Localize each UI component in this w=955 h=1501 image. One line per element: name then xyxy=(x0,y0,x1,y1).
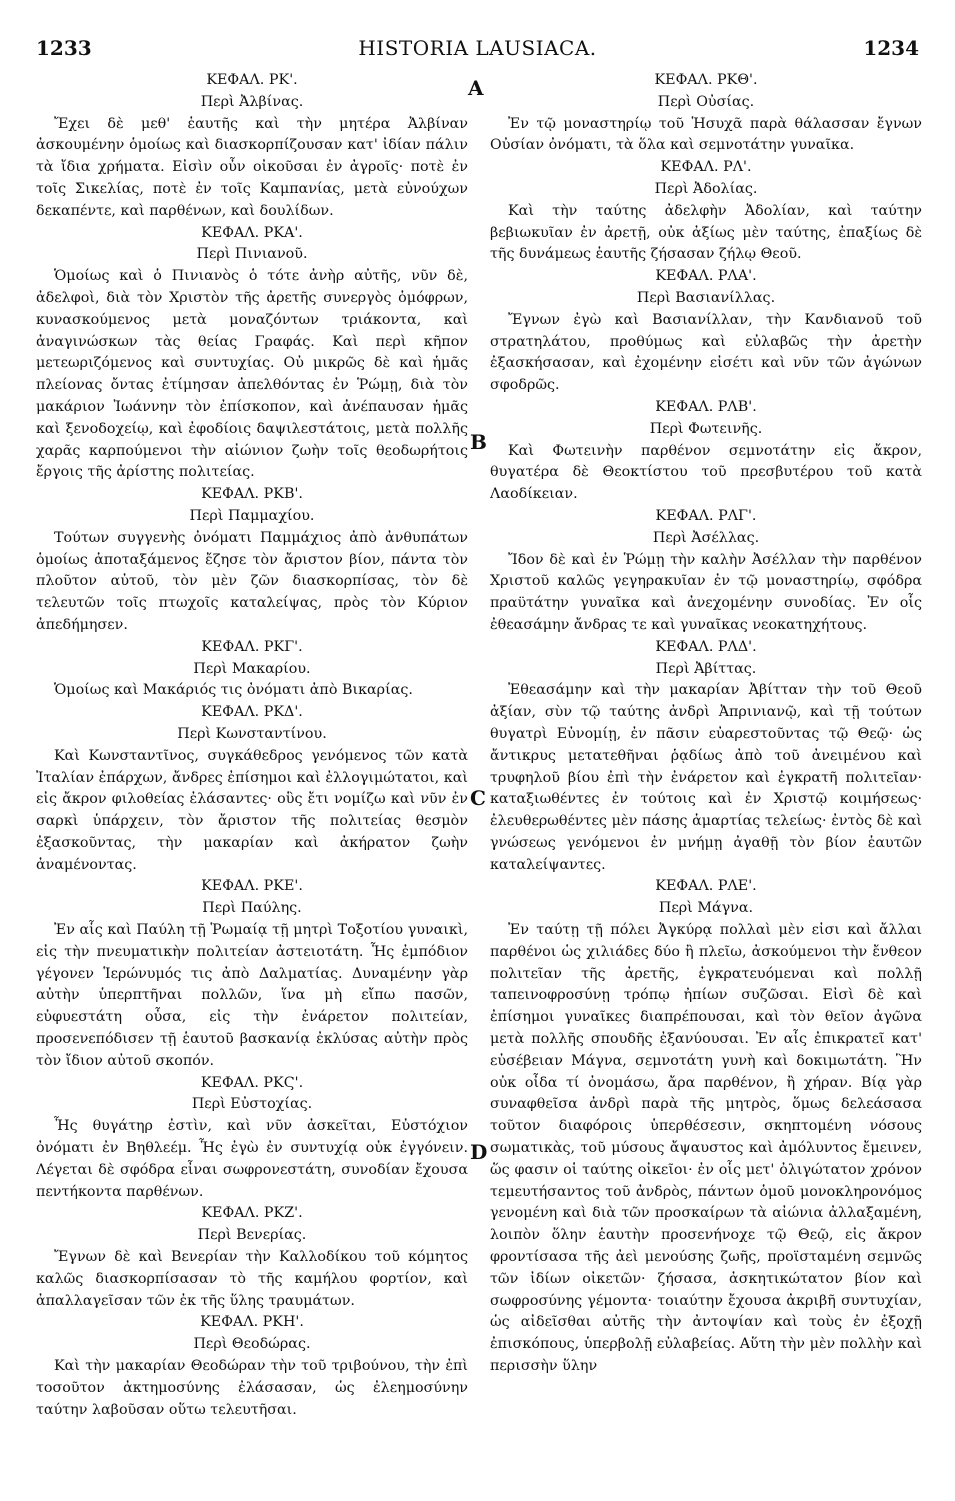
chapter-heading: Περὶ Εὐστοχίας. xyxy=(191,1096,313,1113)
chapter-heading: ΚΕΦΑΛ. ΡΚΒ'. xyxy=(201,486,303,503)
paragraph: Ἴδον δὲ καὶ ἐν Ῥώμῃ τὴν καλὴν Ἀσέλλαν τὴν παρθένον Χριστοῦ καλῶς γεγηρακυῖαν ἐν τῷ μοναστηρίῳ, σφόδρα πραϋτάτην γυναῖκα καὶ ἀνεχομένην συνοδίας. Ἐν οἷς ἐθεασάμην ἄνδρας τε καὶ γυναῖκας νεοκατηχήτους. xyxy=(490,551,922,633)
running-title: HISTORIA LAUSIACA. xyxy=(358,36,597,60)
chapter-heading: Περὶ Ἀβίττας. xyxy=(655,660,757,677)
chapter-heading: ΚΕΦΑΛ. ΡΛ'. xyxy=(660,159,752,176)
paragraph: Ἔχει δὲ μεθ' ἑαυτῆς καὶ τὴν μητέρα Ἀλβίναν ἀσκουμένην ὁμοίως καὶ διασκορπίζουσαν κατ' ἰδίαν πάλιν τὰ ἴδια χρήματα. Εἰσὶν οὖν οἰκοῦσαι ἐν ἀγροῖς· ποτὲ ἐν τοῖς Σικελίας, ποτὲ ἐν τοῖς Καμπανίας, μετὰ εὐνούχων δεκαπέντε, καὶ παρθένων, καὶ δουλίδων. xyxy=(36,115,468,219)
chapter-heading: ΚΕΦΑΛ. ΡΚΕ'. xyxy=(201,878,303,895)
chapter-heading: ΚΕΦΑΛ. ΡΚϚ'. xyxy=(200,1074,304,1091)
chapter-heading: ΚΕΦΑΛ. ΡΛΒ'. xyxy=(655,398,757,415)
chapter-heading: Περὶ Φωτεινῆς. xyxy=(649,420,763,437)
chapter-heading: ΚΕΦΑΛ. ΡΚΗ'. xyxy=(200,1314,304,1331)
page-number-left: 1233 xyxy=(36,36,92,60)
paragraph: Ἧς θυγάτηρ ἐστὶν, καὶ νῦν ἀσκεῖται, Εὐστόχιον ὀνόματι ἐν Βηθλεέμ. Ἧς ἐγὼ ἐν συντυχίᾳ οὐκ ἐγγόνειν. Λέγεται δὲ σφόδρα εἶναι σωφρονεστάτη, συνοδίαν ἔχουσα πεντήκοντα παρθένων. xyxy=(36,1118,468,1200)
paragraph: Ἔγνων ἐγὼ καὶ Βασιανίλλαν, τὴν Κανδιανοῦ τοῦ στρατηλάτου, προθύμως καὶ εὐλαβῶς τὴν ἀρετὴν ἐξασκήσασαν, καὶ ἐχομένην εἰσέτι καὶ νῦν τῶν ἀγώνων σφοδρῶς. xyxy=(490,311,922,394)
paragraph: Ἔγνων δὲ καὶ Βενερίαν τὴν Καλλοδίκου τοῦ κόμητος καλῶς διασκορπίσασαν τὸ τῆς καμήλου φορτίον, καὶ ἀπαλλαγεῖσαν τῶν ἐκ τῆς ὕλης τραυμάτων. xyxy=(36,1249,468,1309)
chapter-heading: ΚΕΦΑΛ. ΡΛΕ'. xyxy=(655,878,757,895)
page-number-right: 1234 xyxy=(863,36,919,60)
paragraph: Καὶ τὴν μακαρίαν Θεοδώραν τὴν τοῦ τριβούνου, τὴν ἐπὶ τοσοῦτον ἀκτημοσύνης ἐλάσασαν, ὡς ἐλεημοσύνην ταύτην λαβοῦσαν οὕτω τελευτῆσαι. xyxy=(36,1358,468,1418)
chapter-heading: ΚΕΦΑΛ. ΡΚΘ'. xyxy=(654,72,758,88)
margin-marker-d: D xyxy=(470,1140,488,1164)
chapter-heading: Περὶ Μακαρίου. xyxy=(193,660,311,677)
chapter-heading: ΚΕΦΑΛ. ΡΚΑ'. xyxy=(201,224,303,241)
paragraph: Καὶ τὴν ταύτης ἀδελφὴν Ἀδολίαν, καὶ ταύτην βεβιωκυῖαν ἐν ἀρετῇ, οὐκ ἀξίως μὲν ταύτης, ἐπαξίως δὲ τῆς δυνάμεως ἑαυτῆς ζήσασαν ζήλῳ Θεοῦ. xyxy=(490,202,922,263)
margin-marker-b: B xyxy=(470,430,487,454)
chapter-heading: Περὶ Βενερίας. xyxy=(197,1227,307,1244)
right-column xyxy=(490,70,922,1495)
left-column xyxy=(36,70,468,1495)
chapter-heading: Περὶ Ἀδολίας. xyxy=(654,180,758,197)
paragraph: Τούτων συγγενὴς ὀνόματι Παμμάχιος ἀπὸ ἀνθυπάτων ὁμοίως ἀποταξάμενος ἔζησε τὸν ἄριστον βίον, πάντα τὸν πλοῦτον αὐτοῦ, τὸν μὲν ζῶν διασκορπίσας, τὸν δὲ τελευτῶν τοῖς πτωχοῖς καταλείψας, πρὸς τὸν Κύριον ἀπεδήμησεν. xyxy=(36,529,468,633)
chapter-heading: Περὶ Κωνσταντίνου. xyxy=(177,725,327,742)
paragraph: Ἐν ταύτῃ τῇ πόλει Ἀγκύρᾳ πολλαὶ μὲν εἰσι καὶ ἄλλαι παρθένοι ὡς χιλιάδες δύο ἢ πλεῖω, ἀσκούμενοι τὴν ἔνθεον πολιτεῖαν τῆς ἀρετῆς, ἐγκρατευόμεναι καὶ πολλῇ ταπεινοφροσύνῃ τρόπῳ ἠπίων συζῶσαι. Εἰσὶ δὲ καὶ ἐπίσημοι γυναῖκες διαπρέπουσαι, καὶ τὸν θεῖον ἀγῶνα μετὰ πολλῆς σπουδῆς ἐξανύουσαι. Ἐν αἷς ἐπικρατεῖ κατ' εὐσέβειαν Μάγνα, σεμνοτάτη γυνὴ καὶ δοκιμωτάτη. Ἣν οὐκ οἶδα τί ὀνομάσω, ἄρα παρθένον, ἢ χήραν. Βίᾳ γὰρ συναφθεῖσα ἀνδρὶ παρὰ τῆς μητρὸς, ὅμως δελεάσασα τοῦτον διαφόροις ὑπερθέσεσιν, σκηπτομένη νόσους σωματικὰς, τοῦ μύσους ἄψαυστος καὶ ἀμόλυντος ἔμεινεν, ὥς φασιν οἱ ταύτης οἰκεῖοι· ἐν οἷς μετ' ὀλιγώτατον χρόνον τεμευτήσαντος τοῦ ἀνδρὸς, πάντων ὁμοῦ μονοκληρονόμος γενομένη καὶ διὰ τῶν προσκαίρων τὰ αἰώνια ἀλλαξαμένη, λοιπὸν ὅλην ἑαυτὴν προσενήνοχε τῷ Θεῷ, εἰς ἄκρον φροντίσασα τῆς ἀεὶ μενούσης ζωῆς, προϊσταμένη σεμνῶς τῶν ἰδίων οἰκετῶν· ζήσασα, ἀσκητικώτατον βίον καὶ σωφροσύνης γέμοντα· τοιαύτην ἔχουσα ἀκριβῆ συντυχίαν, ὡς αἰδεῖσθαι αὐτῆς τὴν ἀντοψίαν καὶ τοὺς ἐν ἐξοχῇ ἐπισκόπους, ὑπερβολῇ εὐλαβείας. Αὕτη τὴν μὲν πολλὴν καὶ περισσὴν ὕλην xyxy=(490,922,922,1375)
paragraph: Ὁμοίως καὶ ὁ Πινιανὸς ὁ τότε ἀνὴρ αὐτῆς, νῦν δὲ, ἀδελφοὶ, διὰ τὸν Χριστὸν τῆς ἀρετῆς συνεργὸς ὁμόφρων, κυνασκούμενος μετὰ μοναζόντων τριάκοντα, καὶ ἀναγινώσκων τὰς θείας Γραφάς. Καὶ περὶ κῆπον μετεωριζόμενος καὶ συντυχίας. Οὐ μικρῶς δὲ καὶ ἡμᾶς πλείονας ὄντας ἐτίμησαν ἀπελθόντας ἐν Ῥώμῃ, διὰ τὸν μακάριον Ἰωάννην τὸν ἐπίσκοπον, καὶ ἀνέπαυσαν ἡμᾶς καὶ ξενοδοχείῳ, καὶ ἐφοδίοις δαψιλεστάτοις, μετὰ πολλῆς χαρᾶς καρπούμενοι τὴν αἰώνιον ζωὴν τοῖς θεοδωρήτοις ἔργοις τῆς ἀρίστης πολιτείας. xyxy=(36,268,468,481)
chapter-heading: ΚΕΦΑΛ. ΡΚΔ'. xyxy=(201,704,303,721)
chapter-heading: Περὶ Ἀλβίνας. xyxy=(200,93,304,110)
paragraph: Ἐν αἷς καὶ Παύλη τῇ Ῥωμαίᾳ τῇ μητρὶ Τοξοτίου γυναικὶ, εἰς τὴν πνευματικὴν πολιτείαν ἀστειοτάτη. Ἧς ἐμπόδιον γέγονεν Ἱερώνυμός τις ἀπὸ Δαλματίας. Δυναμένην γὰρ αὐτὴν ὑπερπτῆναι πολλῶν, ἵνα μὴ εἴπω πασῶν, εὐφυεστάτη οὖσα, εἰς τὴν ἐνάρετον πολιτείαν, προσενεπόδισεν τῇ ἑαυτοῦ βασκανίᾳ ἐκλύσας αὐτὴν πρὸς τὸν ἴδιον αὐτοῦ σκοπόν. xyxy=(36,922,468,1069)
margin-marker-a: A xyxy=(468,76,484,100)
chapter-heading: ΚΕΦΑΛ. ΡΛΓ'. xyxy=(655,507,757,524)
paragraph: Ὁμοίως καὶ Μακάριός τις ὀνόματι ἀπὸ Βικαρίας. xyxy=(54,682,413,699)
chapter-heading: Περὶ Παύλης. xyxy=(202,900,302,917)
chapter-heading: ΚΕΦΑΛ. ΡΛΑ'. xyxy=(655,268,757,285)
chapter-heading: Περὶ Ἀσέλλας. xyxy=(652,529,760,546)
chapter-heading: ΚΕΦΑΛ. ΡΚΖ'. xyxy=(201,1205,303,1222)
chapter-heading: Περὶ Οὐσίας. xyxy=(657,93,755,110)
paragraph: Καὶ Φωτεινὴν παρθένον σεμνοτάτην εἰς ἄκρον, θυγατέρα δὲ Θεοκτίστου τοῦ πρεσβυτέρου τοῦ κατὰ Λαοδίκειαν. xyxy=(490,442,922,503)
page-header xyxy=(36,36,919,60)
chapter-heading: ΚΕΦΑΛ. ΡΚΓ'. xyxy=(201,638,303,655)
chapter-heading: ΚΕΦΑΛ. ΡΛΔ'. xyxy=(655,638,757,655)
margin-marker-c: C xyxy=(470,786,486,810)
chapter-heading: Περὶ Παμμαχίου. xyxy=(189,507,315,524)
chapter-heading: Περὶ Θεοδώρας. xyxy=(193,1336,311,1353)
paragraph: Ἐν τῷ μοναστηρίῳ τοῦ Ἡσυχᾶ παρὰ θάλασσαν ἔγνων Οὐσίαν ὀνόματι, τὰ ὅλα καὶ σεμνοτάτην γυναῖκα. xyxy=(490,115,922,154)
paragraph: Ἐθεασάμην καὶ τὴν μακαρίαν Ἀβίτταν τὴν τοῦ Θεοῦ ἀξίαν, σὺν τῷ ταύτης ἀνδρὶ Ἀπρινιανῷ, καὶ τῇ τούτων θυγατρὶ Εὐνομίῃ, ἐν πᾶσιν εὐαρεστοῦντας τῷ Θεῷ· ὡς ἄντικρυς μετατεθῆναι ῥᾳδίως ἀπὸ τοῦ ἀνειμένου καὶ τρυφηλοῦ βίου ἐπὶ τὴν ἐνάρετον καὶ ἐγκρατῆ πολιτεῖαν· καταξιωθέντες ἐν τούτοις καὶ ἐν Χριστῷ κοιμήσεως· ἐλευθερωθέντες μὲν πάσης ἁμαρτίας τελείως· ἐντὸς δὲ καὶ γνώσεως γενόμενοι ἐν μνήμῃ ἀγαθῇ τὸν βίον ἑαυτῶν καταλείψαντες. xyxy=(490,682,922,873)
paragraph: Καὶ Κωνσταντῖνος, συγκάθεδρος γενόμενος τῶν κατὰ Ἰταλίαν ἐπάρχων, ἄνδρες ἐπίσημοι καὶ ἐλλογιμώτατοι, καὶ εἰς ἄκρον φιλοθείας ἐλάσαντες· οὓς ἔτι νομίζω καὶ νῦν ἐν σαρκὶ ὑπάρχειν, τὸν ἄριστον τῆς πολιτείας θεσμὸν ἐξασκοῦντας, τὴν μακαρίαν καὶ ἀκήρατον ζωὴν ἀναμένοντας. xyxy=(36,747,468,873)
chapter-heading: Περὶ Μάγνα. xyxy=(658,900,754,917)
chapter-heading: Περὶ Βασιανίλλας. xyxy=(636,289,776,306)
chapter-heading: Περὶ Πινιανοῦ. xyxy=(196,246,308,263)
chapter-heading: ΚΕΦΑΛ. ΡΚ'. xyxy=(206,72,298,88)
